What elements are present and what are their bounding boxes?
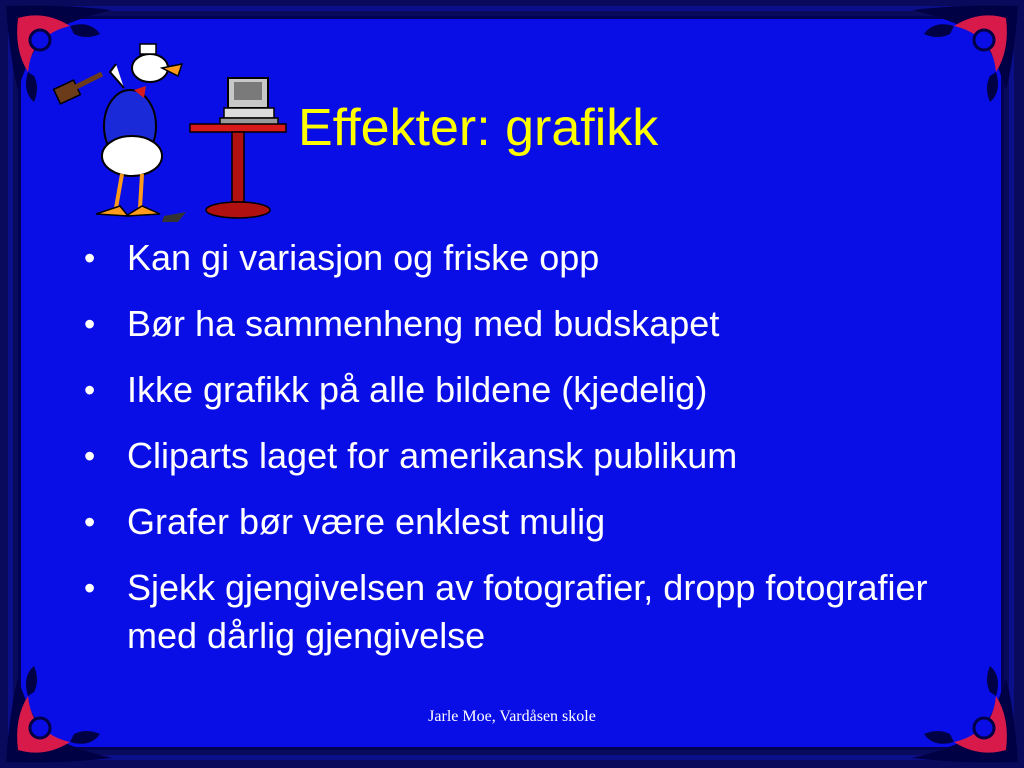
list-item: [84, 432, 944, 480]
list-item: [84, 366, 944, 414]
slide-footer: Jarle Moe, Vardåsen skole: [428, 708, 596, 725]
list-item: [84, 234, 944, 282]
bullet-text: Sjekk gjengivelsen av fotografier, dropp fotografier med dårlig gjengivelse: [127, 567, 928, 656]
bullet-icon: •: [84, 570, 96, 606]
bullet-icon: •: [84, 438, 96, 474]
bullet-icon: •: [84, 372, 96, 408]
list-item: [84, 498, 944, 546]
corner-ornament-icon: [904, 0, 1024, 120]
bullet-list: [84, 234, 944, 678]
list-item: [84, 564, 944, 660]
bullet-text: Kan gi variasjon og friske opp: [127, 237, 600, 278]
bullet-text: Grafer bør være enklest mulig: [127, 501, 606, 542]
slide-title: Effekter: grafikk: [298, 99, 659, 157]
bullet-icon: •: [84, 306, 96, 342]
bullet-text: Cliparts laget for amerikansk publikum: [127, 435, 738, 476]
bullet-icon: •: [84, 240, 96, 276]
duck-computer-clipart-icon: [50, 38, 290, 228]
bullet-text: Ikke grafikk på alle bildene (kjedelig): [127, 369, 708, 410]
bullet-text: Bør ha sammenheng med budskapet: [127, 303, 720, 344]
bullet-icon: •: [84, 504, 96, 540]
list-item: [84, 300, 944, 348]
